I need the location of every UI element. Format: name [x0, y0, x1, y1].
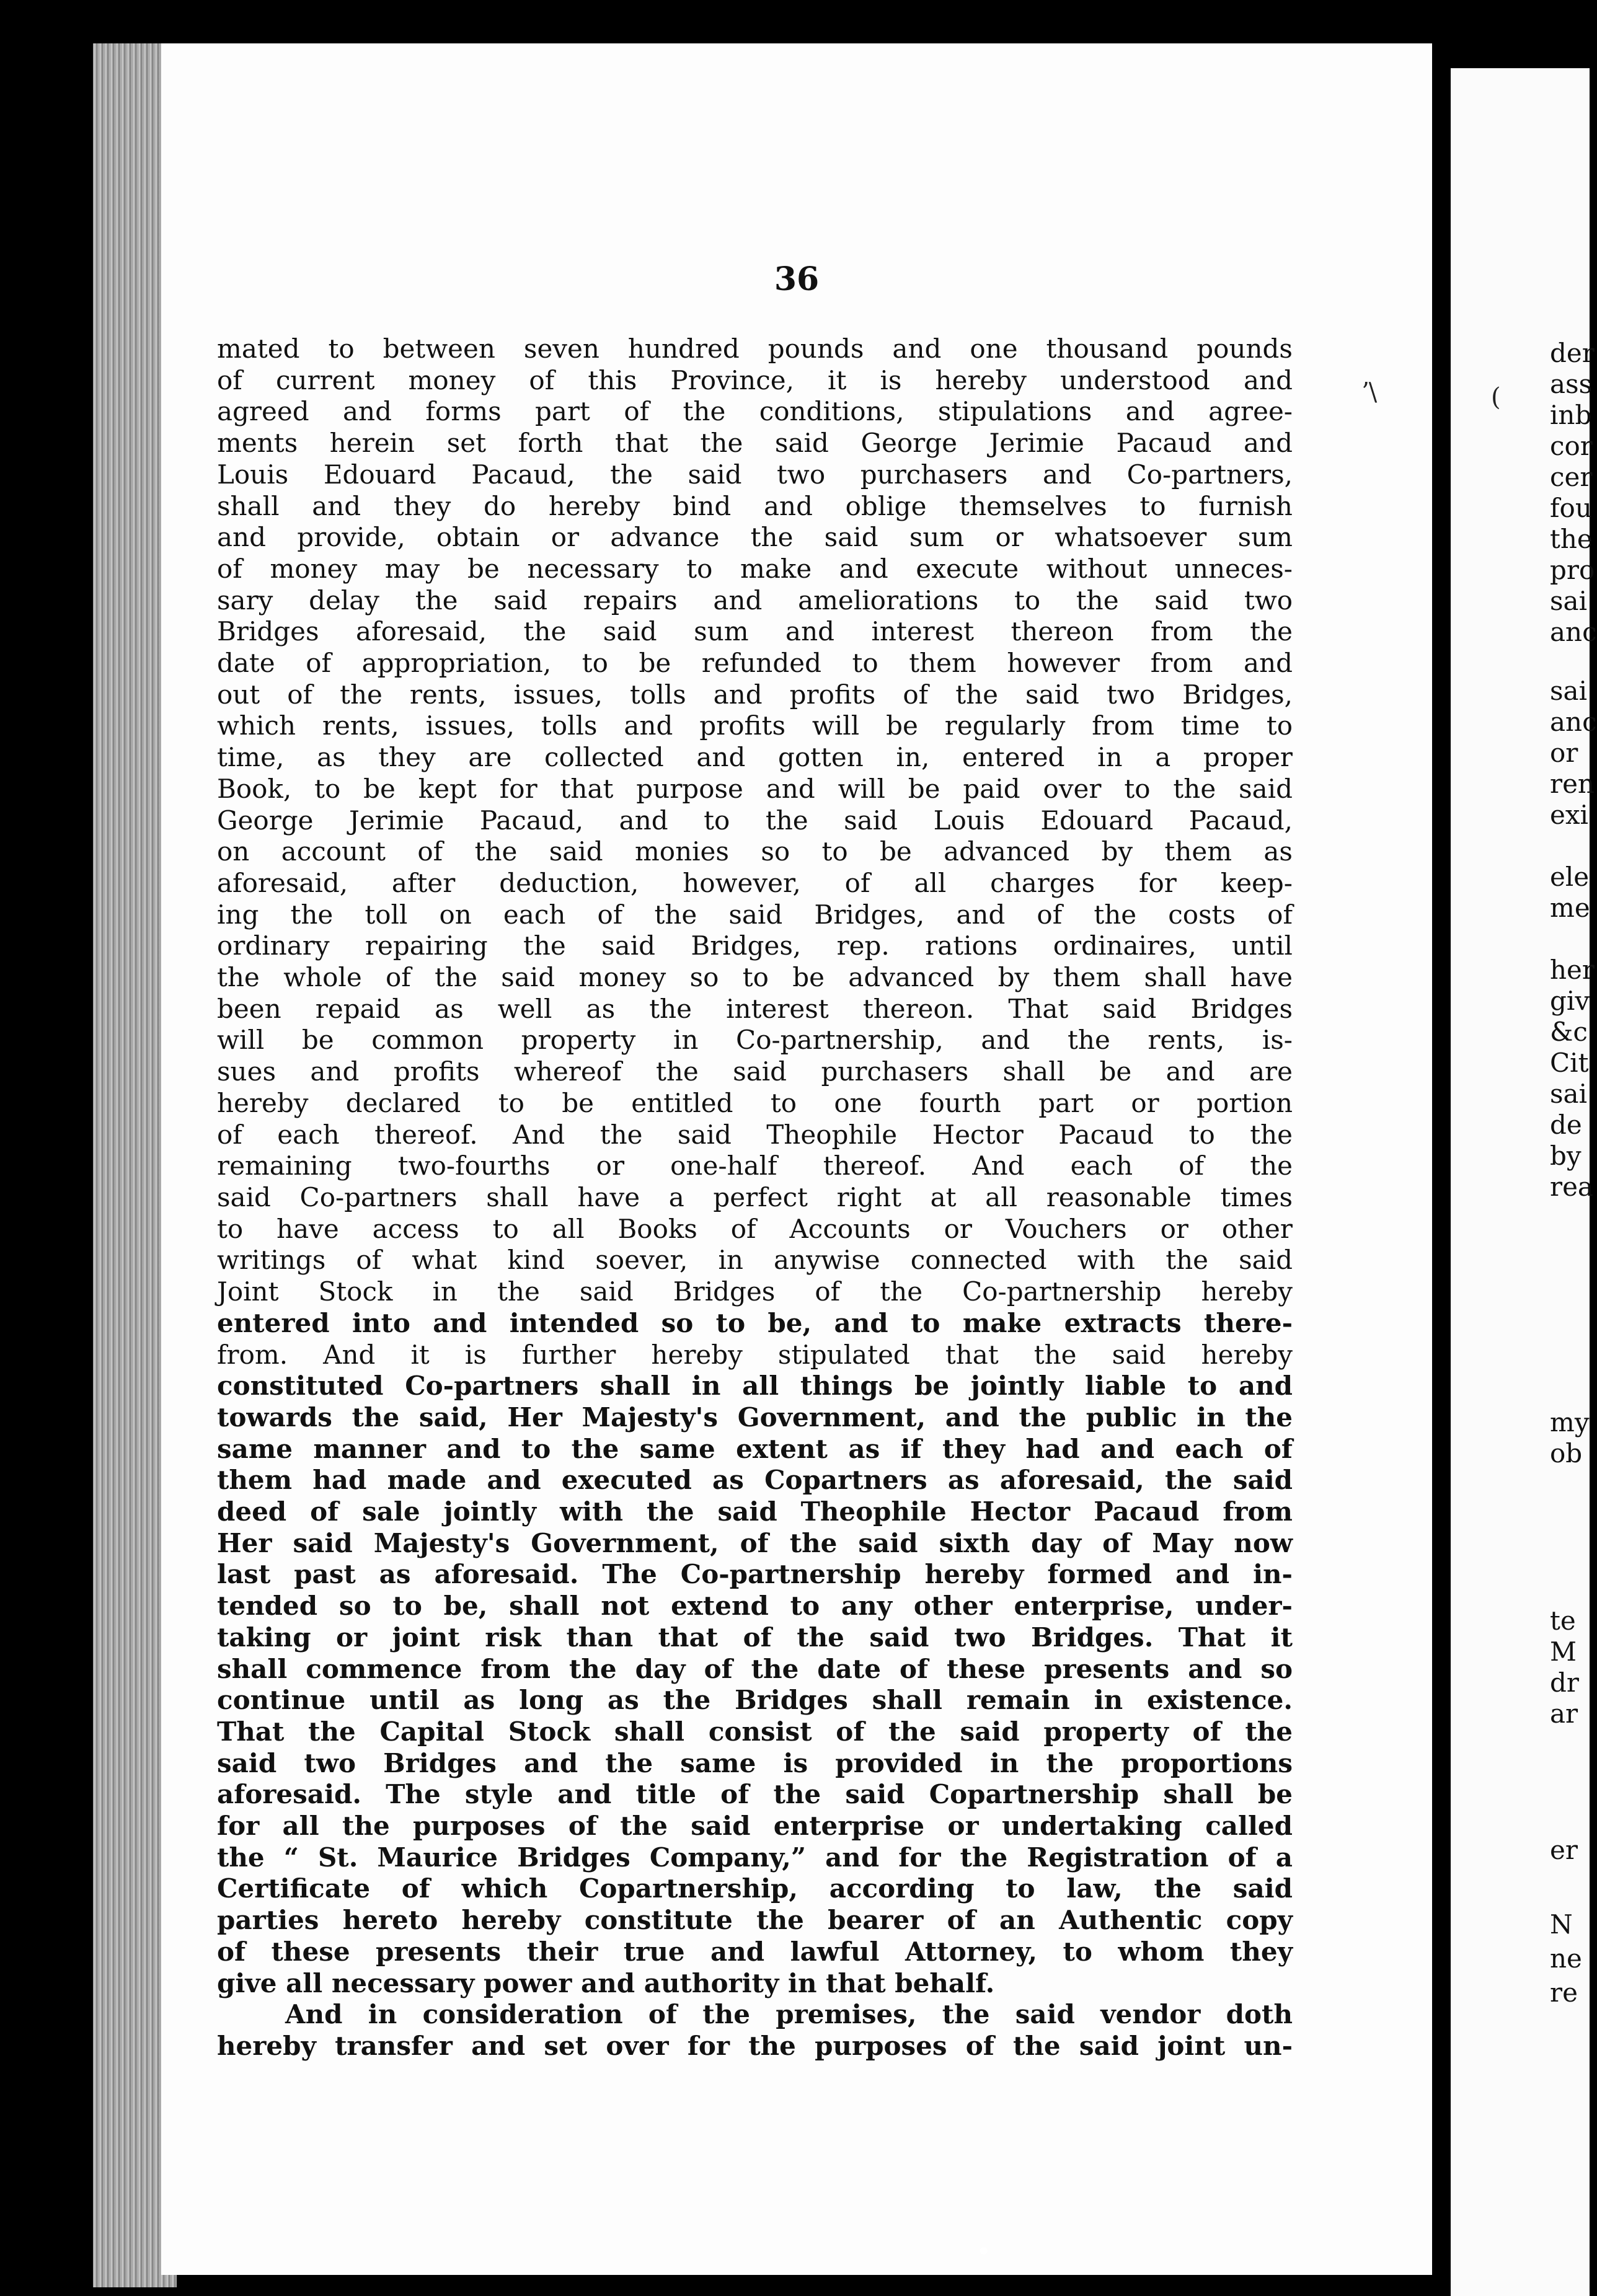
right-page-fragment: der — [1550, 338, 1595, 368]
right-page-fragment: anc — [1550, 707, 1597, 737]
page-number: 36 — [774, 260, 820, 298]
text-line: the “ St. Maurice Bridges Company,” and for the Registration of a — [217, 1842, 1293, 1873]
text-line: give all necessary power and authority in that behalf. — [217, 1967, 995, 1998]
right-page-fragment: exi — [1550, 800, 1588, 830]
text-line: writings of what kind soever, in anywise connected with the said — [217, 1245, 1293, 1276]
text-line: ments herein set forth that the said George Jerimie Pacaud and — [217, 428, 1293, 459]
text-line: to have access to all Books of Accounts or Vouchers or other — [217, 1213, 1293, 1244]
right-page-fragment: sai — [1550, 1079, 1588, 1109]
text-line: hereby declared to be entitled to one fourth part or portion — [217, 1087, 1293, 1118]
right-page-fragment: dr — [1550, 1667, 1579, 1698]
text-line: Joint Stock in the said Bridges of the Co-partnership hereby — [217, 1276, 1293, 1307]
text-line: will be common property in Co-partnership, and the rents, is- — [217, 1025, 1293, 1056]
text-line: date of appropriation, to be refunded to them however from and — [217, 648, 1293, 679]
text-line: parties hereto hereby constitute the bearer of an Authentic copy — [217, 1905, 1293, 1936]
right-page-fragment: ass — [1550, 369, 1593, 399]
text-line: continue until as long as the Bridges shall remain in existence. — [217, 1685, 1293, 1716]
text-line: of these presents their true and lawful Attorney, to whom they — [217, 1936, 1293, 1967]
text-line: aforesaid, after deduction, however, of all charges for keep- — [217, 867, 1293, 898]
text-line: Certificate of which Copartnership, according to law, the said — [217, 1873, 1293, 1904]
right-page-fragment: or — [1550, 738, 1578, 768]
text-line: hereby transfer and set over for the purposes of the said joint un- — [217, 2030, 1293, 2061]
ink-speck: • — [976, 2238, 991, 2266]
right-page-fragment: cor — [1550, 431, 1593, 461]
text-line: of money may be necessary to make and execute without unneces- — [217, 553, 1293, 584]
text-line: of current money of this Province, it is hereby understood and — [217, 364, 1293, 395]
right-page-fragment: te — [1550, 1605, 1576, 1636]
right-page-fragment: by — [1550, 1141, 1582, 1171]
right-page-fragment: N — [1550, 1909, 1573, 1940]
right-page-fragment: M — [1550, 1636, 1577, 1667]
text-line: said two Bridges and the same is provided in the proportions — [217, 1747, 1293, 1778]
text-line: shall commence from the day of the date of these presents and so — [217, 1653, 1293, 1684]
text-line: And in consideration of the premises, the said vendor doth — [285, 1999, 1293, 2030]
right-page-fragment: re — [1550, 1977, 1578, 2008]
right-page-fragment: ele — [1550, 862, 1590, 892]
right-page-fragment: her — [1550, 955, 1595, 985]
right-page-fragment: ren — [1550, 769, 1595, 799]
text-line: Her said Majesty's Government, of the said sixth day of May now — [217, 1527, 1293, 1558]
text-line: the whole of the said money so to be advanced by them shall have — [217, 962, 1293, 993]
right-page-fragment: &c — [1550, 1017, 1588, 1047]
text-line: remaining two-fourths or one-half thereof. And each of the — [217, 1150, 1293, 1181]
right-page-fragment: Cit — [1550, 1048, 1589, 1078]
ink-speck: ( — [1491, 383, 1501, 412]
text-line: been repaid as well as the interest thereon. That said Bridges — [217, 993, 1293, 1024]
right-page-fragment: ne — [1550, 1943, 1582, 1974]
text-line: entered into and intended so to be, and to make extracts there- — [217, 1307, 1293, 1338]
right-page-fragment: ar — [1550, 1698, 1578, 1729]
text-line: sary delay the said repairs and ameliorations to the said two — [217, 585, 1293, 616]
ink-speck: ʼ\ — [1361, 378, 1378, 407]
text-line: on account of the said monies so to be advanced by them as — [217, 836, 1293, 867]
text-line: out of the rents, issues, tolls and profits of the said two Bridges, — [217, 679, 1293, 710]
text-line: for all the purposes of the said enterprise or undertaking called — [217, 1811, 1293, 1842]
text-line: and provide, obtain or advance the said sum or whatsoever sum — [217, 522, 1293, 553]
text-line: Bridges aforesaid, the said sum and interest thereon from the — [217, 616, 1293, 647]
right-page-fragment: sai — [1550, 586, 1588, 616]
right-page-fragment: the — [1550, 524, 1593, 554]
text-line: same manner and to the same extent as if they had and each of — [217, 1433, 1293, 1464]
text-line: time, as they are collected and gotten in, entered in a proper — [217, 742, 1293, 773]
text-line: ordinary repairing the said Bridges, rep. rations ordinaires, until — [217, 930, 1293, 961]
text-line: That the Capital Stock shall consist of the said property of the — [217, 1716, 1293, 1747]
right-page-fragment: anc — [1550, 617, 1597, 647]
right-page-fragment: rea — [1550, 1172, 1593, 1202]
right-page-fragment: giv — [1550, 986, 1590, 1016]
text-line: Louis Edouard Pacaud, the said two purchasers and Co-partners, — [217, 459, 1293, 490]
text-line: aforesaid. The style and title of the said Copartnership shall be — [217, 1779, 1293, 1810]
right-page-fragment: inb — [1550, 400, 1592, 430]
right-page-edge — [1451, 68, 1597, 2296]
right-page-fragment: de — [1550, 1110, 1582, 1140]
text-line: mated to between seven hundred pounds and one thousand pounds — [217, 333, 1293, 364]
text-line: sues and profits whereof the said purchasers shall be and are — [217, 1056, 1293, 1087]
text-line: George Jerimie Pacaud, and to the said Louis Edouard Pacaud, — [217, 805, 1293, 836]
right-page-fragment: my — [1550, 1407, 1590, 1437]
text-line: from. And it is further hereby stipulated that the said hereby — [217, 1339, 1293, 1370]
text-line: of each thereof. And the said Theophile Hector Pacaud to the — [217, 1119, 1293, 1150]
text-line: deed of sale jointly with the said Theophile Hector Pacaud from — [217, 1496, 1293, 1527]
text-line: tended so to be, shall not extend to any other enterprise, under- — [217, 1591, 1293, 1622]
right-page-fragment: ob — [1550, 1438, 1583, 1468]
text-line: constituted Co-partners shall in all things be jointly liable to and — [217, 1371, 1293, 1402]
right-page-fragment: er — [1550, 1835, 1578, 1865]
text-line: taking or joint risk than that of the said two Bridges. That it — [217, 1622, 1293, 1653]
right-page-fragment: sai — [1550, 676, 1588, 706]
text-line: shall and they do hereby bind and oblige themselves to furnish — [217, 490, 1293, 521]
text-line: last past as aforesaid. The Co-partnership hereby formed and in- — [217, 1559, 1293, 1590]
right-page-fragment: me — [1550, 893, 1590, 923]
text-line: Book, to be kept for that purpose and will be paid over to the said — [217, 773, 1293, 804]
text-line: which rents, issues, tolls and profits will be regularly from time to — [217, 710, 1293, 741]
page-body — [217, 333, 1293, 2062]
text-line: agreed and forms part of the conditions, stipulations and agree- — [217, 396, 1293, 427]
right-page-fragment: pro — [1550, 555, 1595, 585]
text-line: them had made and executed as Copartners as aforesaid, the said — [217, 1465, 1293, 1496]
text-line: said Co-partners shall have a perfect right at all reasonable times — [217, 1181, 1293, 1212]
text-line: towards the said, Her Majesty's Government, and the public in the — [217, 1402, 1293, 1433]
right-page-fragment: cer — [1550, 462, 1593, 492]
text-line: ing the toll on each of the said Bridges, and of the costs of — [217, 899, 1293, 930]
right-page-fragment: fou — [1550, 493, 1592, 523]
